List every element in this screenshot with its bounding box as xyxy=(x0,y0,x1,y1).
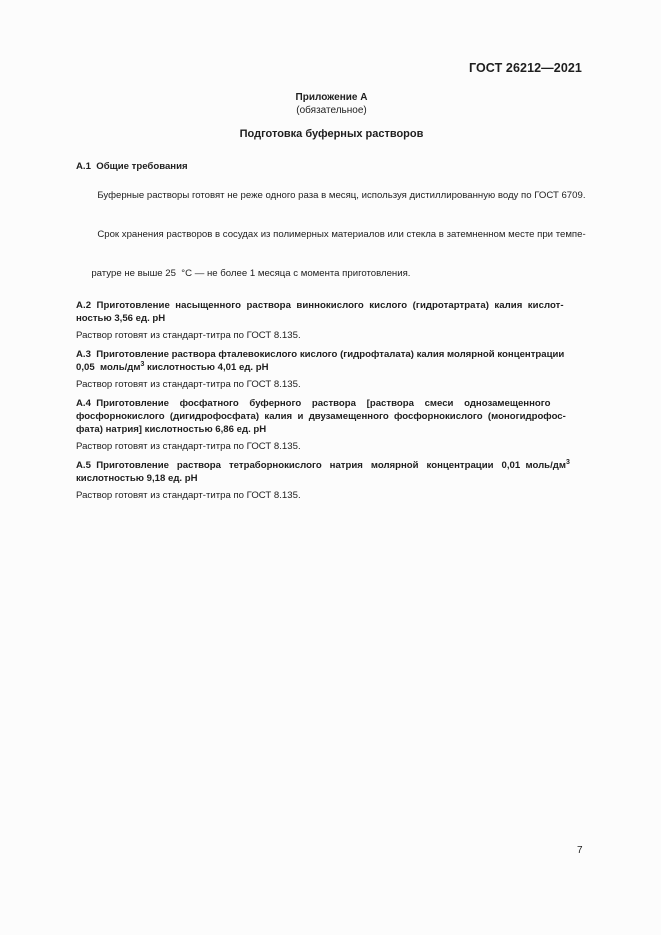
appendix-subtitle: (обязательное) xyxy=(296,105,367,116)
heading-line: кислотностью 9,18 ед. рН xyxy=(76,473,198,484)
heading-line: ностью 3,56 ед. рН xyxy=(76,313,166,324)
heading-line: А.3 Приготовление раствора фталевокислого кислого (гидрофталата) калия молярной концентрации xyxy=(76,349,565,360)
section-heading xyxy=(76,299,582,325)
heading-line: фата) натрия] кислотностью 6,86 ед. рН xyxy=(76,424,267,435)
section-a5 xyxy=(76,459,582,502)
document-body xyxy=(76,160,586,502)
section-heading xyxy=(76,459,582,485)
section-a2 xyxy=(76,299,582,342)
paragraph-continuation xyxy=(70,254,582,293)
heading-line: фосфорнокислого (дигидрофосфата) калия и двузамещенного фосфорнокислого (моногидрофос- xyxy=(76,411,566,422)
section-heading: А.1 Общие требования xyxy=(76,161,188,172)
superscript: 3 xyxy=(565,459,570,466)
paragraph xyxy=(76,176,586,215)
heading-text: 0,05 моль/дм xyxy=(76,362,141,373)
page-number: 7 xyxy=(577,845,583,856)
paragraph xyxy=(76,215,586,254)
heading-line: А.2 Приготовление насыщенного раствора виннокислого кислого (гидротартрата) калия кислот- xyxy=(76,300,564,311)
section-body: Раствор готовят из стандарт-титра по ГОСТ 8.135. xyxy=(76,490,301,501)
heading-line: А.4 Приготовление фосфатного буферного раствора [раствора смеси однозамещенного xyxy=(76,398,551,409)
heading-line xyxy=(76,361,582,374)
heading-text: кислотностью 4,01 ед. рН xyxy=(144,362,269,373)
section-heading xyxy=(76,397,582,436)
section-heading xyxy=(76,348,582,374)
superscript: 3 xyxy=(140,361,145,368)
page-title: Подготовка буферных растворов xyxy=(239,128,424,140)
heading-line xyxy=(76,459,582,472)
section-a4 xyxy=(76,397,582,453)
paragraph-text: Буферные растворы готовят не реже одного раза в месяц, используя дистиллированную воду по ГОСТ 6709. xyxy=(97,190,586,201)
paragraph-text: ратуре не выше 25 °С — не более 1 месяца с момента приготовления. xyxy=(91,268,411,279)
section-body: Раствор готовят из стандарт-титра по ГОСТ 8.135. xyxy=(76,379,301,390)
appendix-title: Приложение А xyxy=(295,92,368,103)
section-a3 xyxy=(76,348,582,391)
section-a1 xyxy=(76,160,586,293)
paragraph-text: Срок хранения растворов в сосудах из полимерных материалов или стекла в затемненном месте при темпе- xyxy=(97,229,586,240)
section-body: Раствор готовят из стандарт-титра по ГОСТ 8.135. xyxy=(76,330,301,341)
document-code: ГОСТ 26212—2021 xyxy=(468,61,582,75)
heading-text: А.5 Приготовление раствора тетраборнокислого натрия молярной концентрации 0,01 моль/дм xyxy=(76,460,566,471)
section-body: Раствор готовят из стандарт-титра по ГОСТ 8.135. xyxy=(76,441,301,452)
appendix-heading xyxy=(0,91,661,117)
